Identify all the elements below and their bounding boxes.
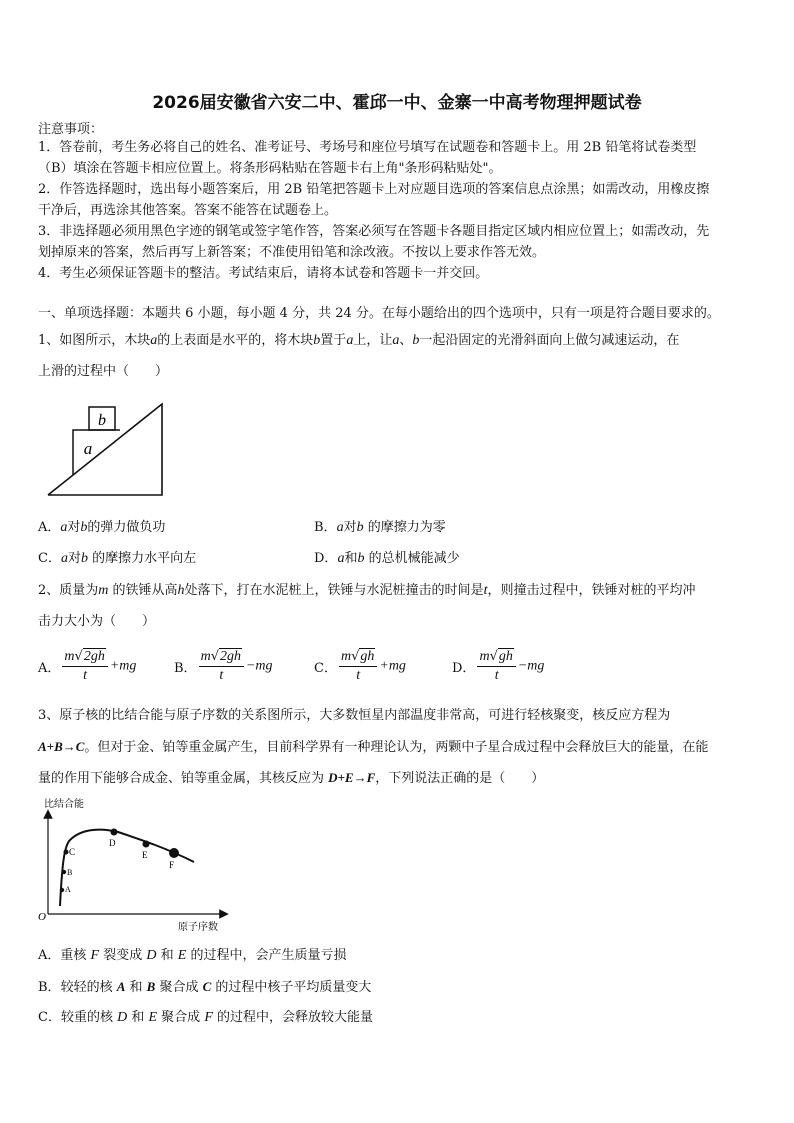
notice-line-3: 2．作答选择题时，选出每小题答案后，用 2B 铅笔把答题卡上对应题目选项的答案信息点涂黑；如需改动，用橡皮擦 [38, 182, 710, 197]
q1-option-a[interactable]: A．a对b的弹力做负功 [38, 520, 166, 535]
point-e-label: E [142, 850, 148, 860]
point-d [111, 829, 118, 836]
point-c [64, 850, 69, 855]
point-f-label: F [169, 860, 175, 870]
point-d-label: D [109, 838, 116, 848]
q2-option-b[interactable]: B． $\frac{m√2gh}{t}$ −mg [174, 649, 273, 683]
block-a-outline [73, 430, 120, 475]
section-heading: 一、单项选择题：本题共 6 小题，每小题 4 分，共 24 分。在每小题给出的四个选项中，只有一项是符合题目要求的。 [38, 306, 720, 321]
q3-stem-line-1: 3、原子核的比结合能与原子序数的关系图所示，大多数恒星内部温度非常高，可进行轻核聚变，核反应方程为 [38, 708, 671, 723]
q2-option-a[interactable]: A． $\frac{m√2gh}{t}$ +mg [38, 649, 137, 683]
q2-stem-line-2: 击力大小为（ ） [38, 614, 156, 629]
q3-chart [36, 796, 236, 936]
notice-line-2: （B）填涂在答题卡相应位置上。将条形码粘贴在答题卡右上角"条形码粘贴处"。 [38, 161, 502, 176]
page-title: 2026届安徽省六安二中、霍邱一中、金寨一中高考物理押题试卷 [152, 93, 642, 113]
point-a-label: A [65, 885, 71, 894]
notice-heading: 注意事项： [38, 122, 104, 137]
q2-option-d[interactable]: D． $\frac{m√gh}{t}$ −mg [452, 649, 545, 683]
point-e [143, 841, 150, 848]
q3-option-c[interactable]: C．较重的核 D 和 E 聚合成 F 的过程中，会释放较大能量 [38, 1010, 374, 1025]
q1-option-c[interactable]: C．a对b 的摩擦力水平向左 [38, 551, 197, 566]
notice-line-6: 划掉原来的答案，然后再写上新答案；不准使用铅笔和涂改液。不按以上要求作答无效。 [38, 245, 546, 260]
q1-option-b[interactable]: B．a对b 的摩擦力为零 [314, 520, 446, 535]
q1-stem-line-1: 1、如图所示，木块a的上表面是水平的，将木块b置于a上，让a、b一起沿固定的光滑斜面向上做匀减速运动，在 [38, 333, 680, 348]
notice-line-5: 3．非选择题必须用黑色字迹的钢笔或签字笔作答，答案必须写在答题卡各题目指定区域内相应位置上；如需改动，先 [38, 224, 710, 239]
block-a-label: a [83, 439, 93, 458]
q3-option-a[interactable]: A．重核 F 裂变成 D 和 E 的过程中，会产生质量亏损 [38, 948, 347, 963]
q3-stem-line-2: A+B→C。但对于金、铂等重金属产生，目前科学界有一种理论认为，两颗中子星合成过程中会释放巨大的能量，在能 [38, 739, 709, 755]
q3-stem-line-3: 量的作用下能够合成金、铂等重金属，其核反应为 D+E→F，下列说法正确的是（ ） [38, 770, 545, 786]
q2-options [38, 648, 760, 692]
q2-stem-line-1: 2、质量为m 的铁锤从高h处落下，打在水泥桩上，铁锤与水泥桩撞击的时间是t，则撞击过程中，铁锤对桩的平均冲 [38, 583, 696, 598]
point-b-label: B [67, 868, 73, 877]
origin-label: O [38, 911, 46, 923]
q1-figure [40, 398, 170, 500]
block-b-label: b [98, 412, 106, 429]
y-axis-label: 比结合能 [44, 799, 84, 810]
notice-line-7: 4．考生必须保证答题卡的整洁。考试结束后，请将本试卷和答题卡一并交回。 [38, 266, 489, 281]
point-c-label: C [69, 847, 76, 857]
point-a [60, 888, 64, 892]
q2-option-c[interactable]: C． $\frac{m√gh}{t}$ +mg [314, 649, 406, 683]
x-axis-label: 原子序数 [178, 922, 218, 933]
q1-stem-line-2: 上滑的过程中（ ） [38, 364, 169, 379]
notice-line-1: 1．答卷前，考生务必将自己的姓名、准考证号、考场号和座位号填写在试题卷和答题卡上。用 2B 铅笔将试卷类型 [38, 140, 697, 155]
point-f [169, 848, 179, 858]
point-b [62, 870, 66, 874]
q1-option-d[interactable]: D．a和b 的总机械能减少 [314, 551, 460, 566]
q3-option-b[interactable]: B．较轻的核 A 和 B 聚合成 C 的过程中核子平均质量变大 [38, 979, 372, 995]
notice-line-4: 干净后，再选涂其他答案。答案不能答在试题卷上。 [38, 203, 338, 218]
